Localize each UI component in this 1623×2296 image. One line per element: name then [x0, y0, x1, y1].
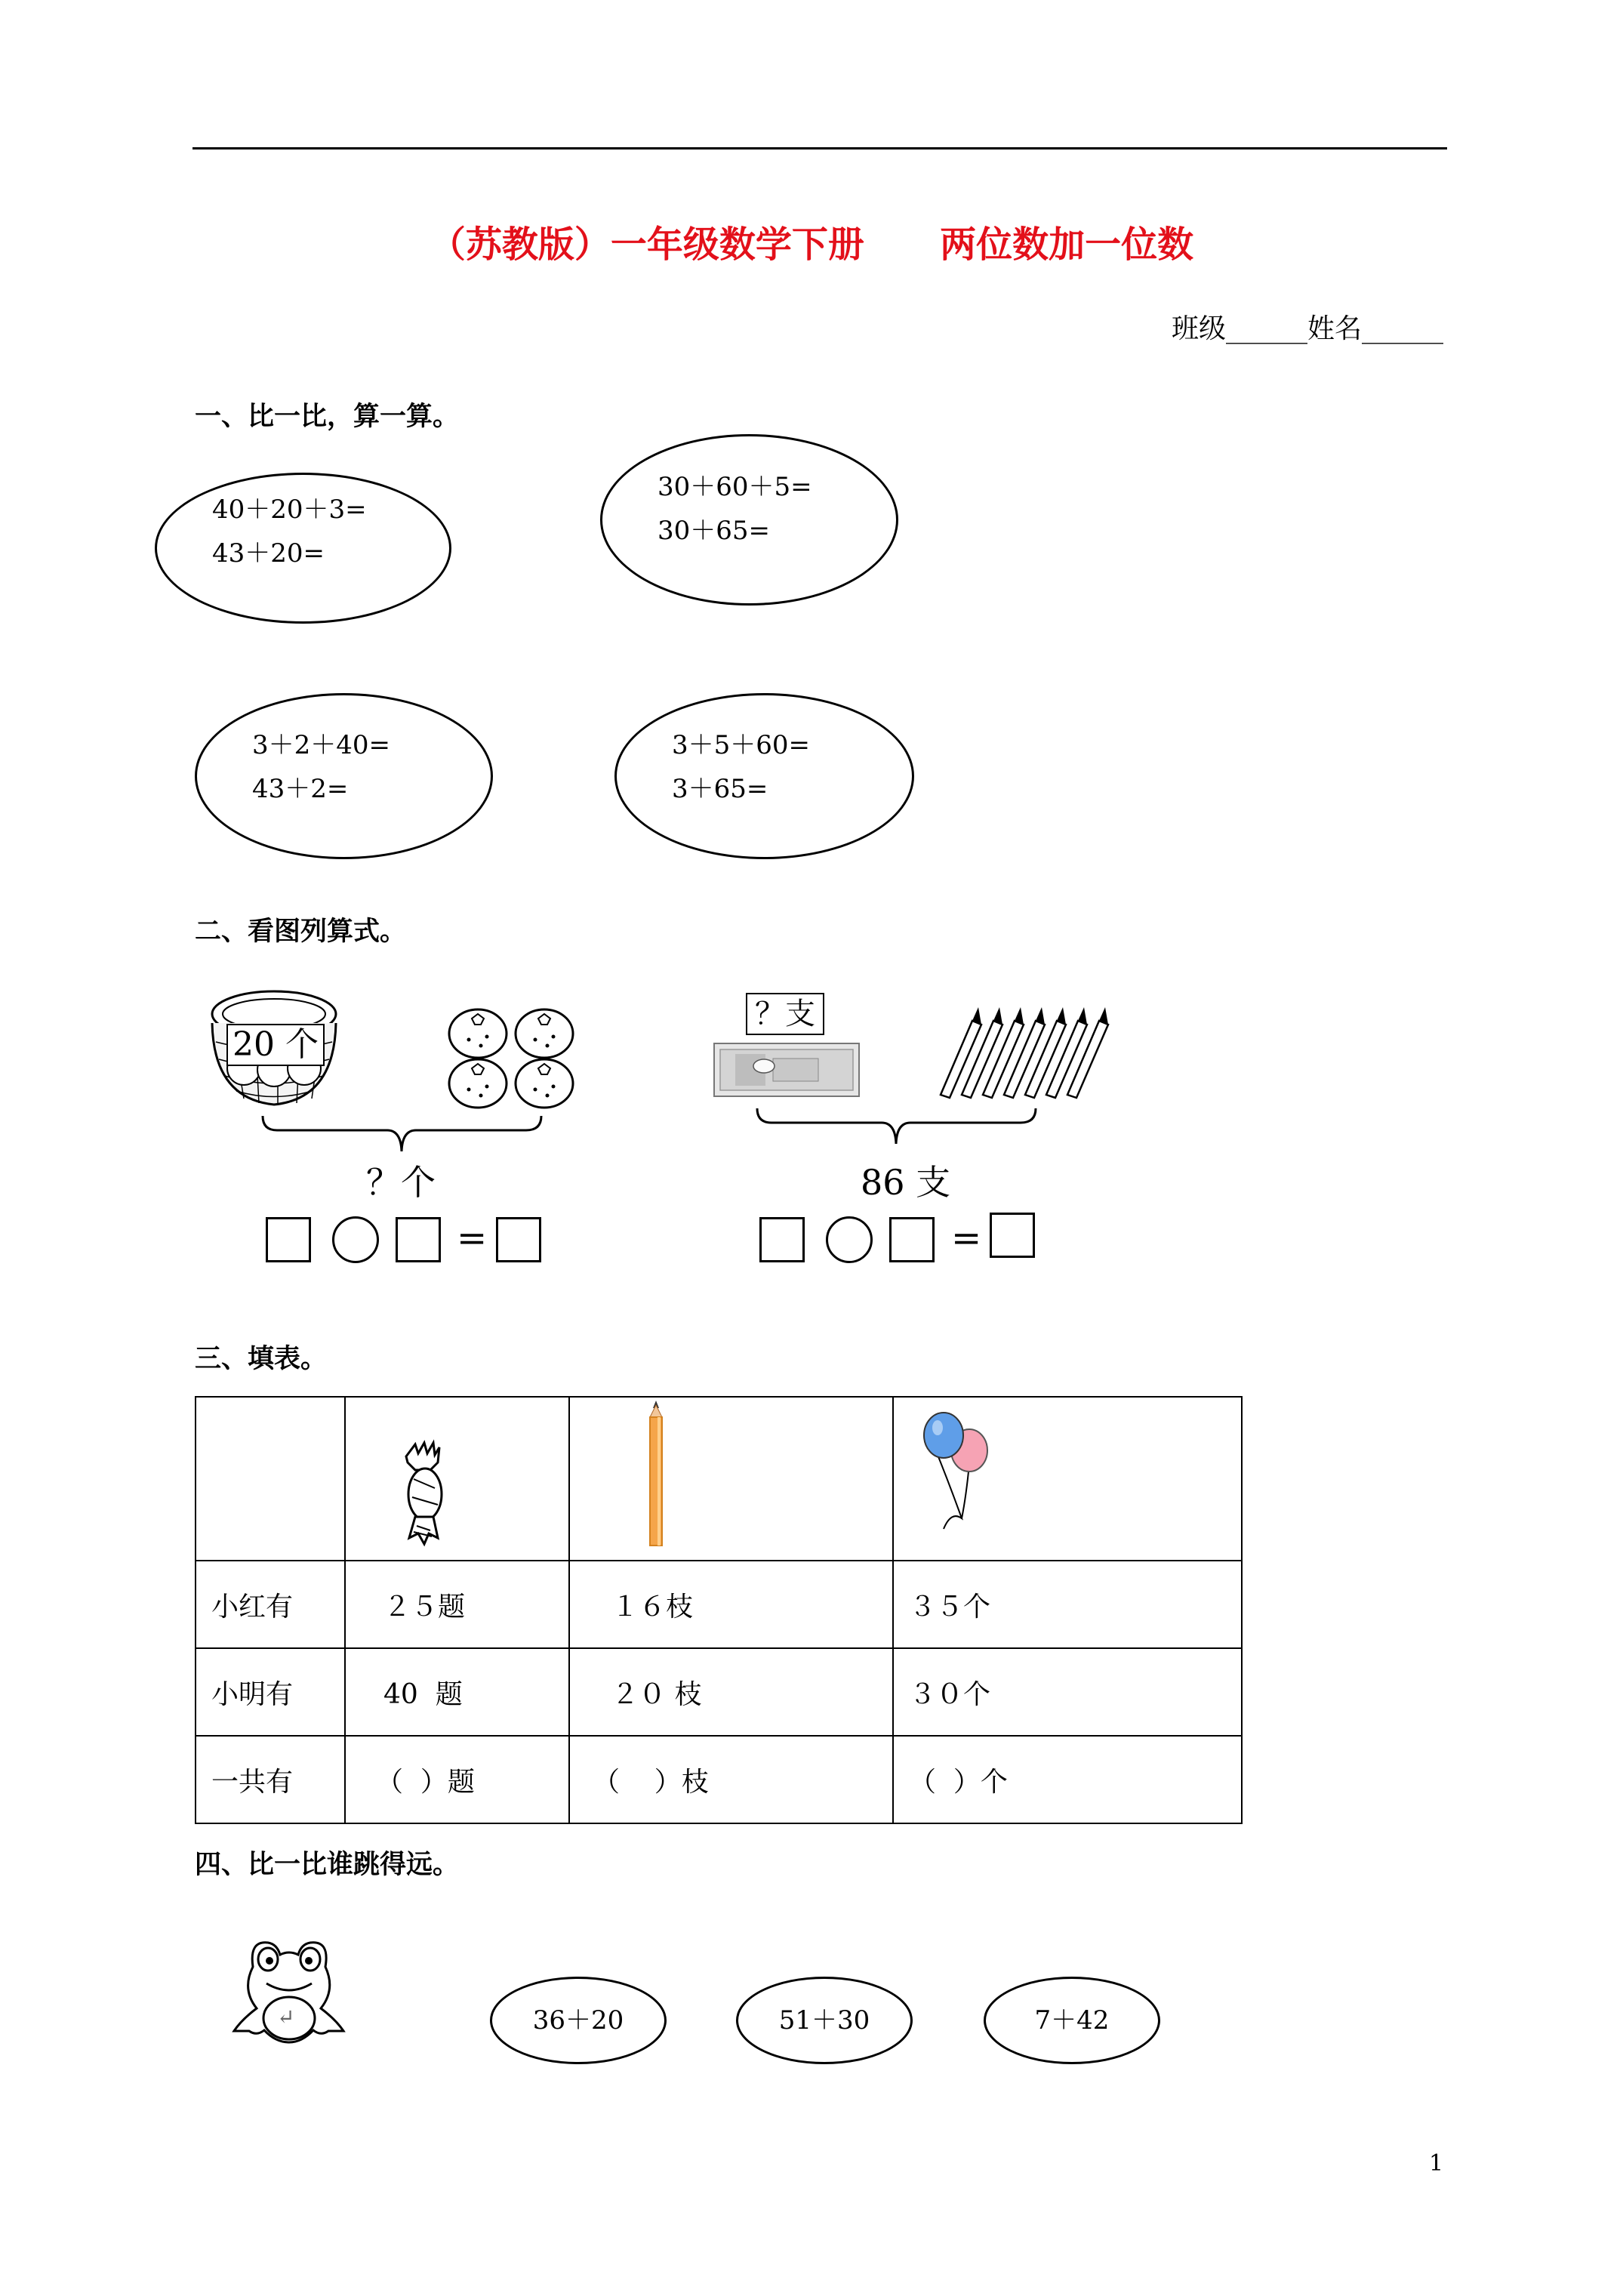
eq-1-2: 43＋20= [212, 538, 325, 569]
table-cell[interactable]: １６枝 [569, 1561, 893, 1648]
table-corner-cell [196, 1397, 345, 1561]
frog-symbol: ↵ [277, 2005, 295, 2029]
table-row [196, 1736, 1242, 1823]
eq-3-1: 3＋2＋40= [252, 730, 391, 760]
pencil-box-icon [713, 1040, 861, 1099]
balloon-icon [894, 1398, 1241, 1553]
table-cell[interactable]: （ ）个 [893, 1736, 1242, 1823]
pill-2: 51＋30 [736, 1977, 913, 2064]
table-row [196, 1561, 1242, 1648]
balloon-header-cell [893, 1397, 1242, 1561]
basket-label: 20 个 [226, 1024, 325, 1066]
eq-3-2: 43＋2= [252, 774, 349, 804]
row-label: 一共有 [196, 1736, 345, 1823]
pill-1: 36＋20 [490, 1977, 667, 2064]
page-title: （苏教版）一年级数学下册 两位数加一位数 [429, 223, 1194, 266]
right-answer-box-3[interactable] [990, 1213, 1035, 1258]
page-number: 1 [1429, 2150, 1444, 2177]
candy-icon [346, 1398, 568, 1553]
section1-heading: 一、比一比，算一算。 [195, 401, 460, 432]
left-answer-box-2[interactable] [396, 1217, 441, 1262]
table-cell[interactable]: ２５题 [345, 1561, 569, 1648]
left-operator-circle[interactable] [332, 1216, 379, 1263]
section4-heading: 四、比一比谁跳得远。 [195, 1849, 460, 1880]
right-brace-label: 86 支 [861, 1162, 951, 1203]
eq-4-1: 3＋5＋60= [672, 730, 811, 760]
frog-icon [223, 1937, 355, 2050]
pens-icon [933, 1006, 1110, 1100]
table-row [196, 1648, 1242, 1736]
row-label: 小红有 [196, 1561, 345, 1648]
section2-heading: 二、看图列算式。 [195, 916, 407, 947]
left-answer-box-3[interactable] [496, 1217, 541, 1262]
top-rule [192, 147, 1447, 149]
class-name-line: 班级______姓名______ [1171, 313, 1443, 344]
pencil-icon [570, 1398, 892, 1553]
right-operator-circle[interactable] [826, 1216, 873, 1263]
right-answer-box-1[interactable] [759, 1217, 805, 1262]
eq-2-2: 30＋65= [658, 516, 771, 546]
fill-table [195, 1396, 1243, 1824]
table-cell[interactable]: 40 题 [345, 1648, 569, 1736]
section3-heading: 三、填表。 [195, 1343, 328, 1374]
candy-header-cell [345, 1397, 569, 1561]
left-brace [260, 1114, 544, 1155]
left-equal-sign: = [457, 1217, 488, 1259]
right-equal-sign: = [951, 1217, 982, 1259]
pencil-header-cell [569, 1397, 893, 1561]
table-cell[interactable]: ２０ 枝 [569, 1648, 893, 1736]
table-cell[interactable]: （ ）枝 [569, 1736, 893, 1823]
oranges-icon [448, 1008, 576, 1111]
table-cell[interactable]: ３０个 [893, 1648, 1242, 1736]
eq-1-1: 40＋20＋3= [212, 495, 367, 525]
row-label: 小明有 [196, 1648, 345, 1736]
pill-3: 7＋42 [984, 1977, 1160, 2064]
eq-2-1: 30＋60＋5= [658, 472, 812, 502]
pencilbox-label: ？支 [746, 993, 824, 1035]
table-header-row [196, 1397, 1242, 1561]
left-brace-label: ？个 [366, 1162, 436, 1203]
table-cell[interactable]: （ ）题 [345, 1736, 569, 1823]
right-brace [755, 1106, 1038, 1148]
table-cell[interactable]: ３５个 [893, 1561, 1242, 1648]
right-answer-box-2[interactable] [889, 1217, 935, 1262]
eq-4-2: 3＋65= [672, 774, 768, 804]
left-answer-box-1[interactable] [266, 1217, 311, 1262]
